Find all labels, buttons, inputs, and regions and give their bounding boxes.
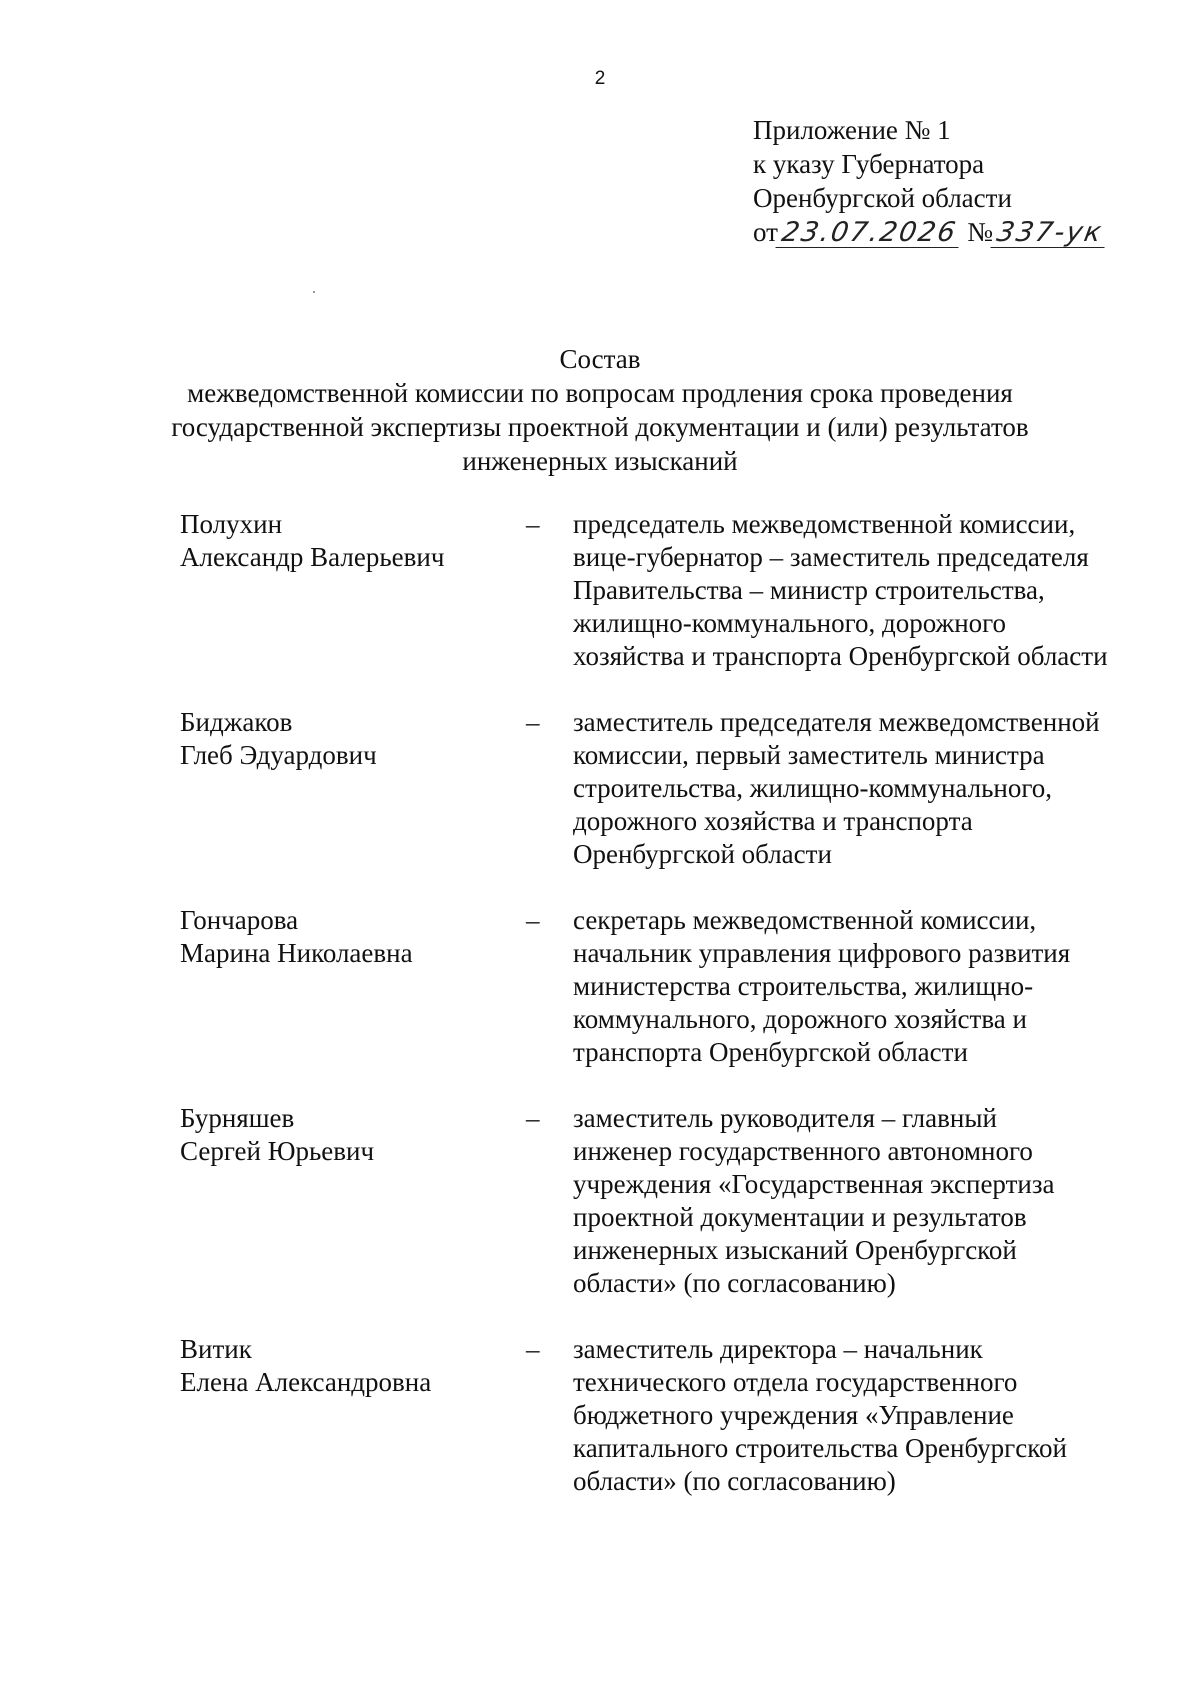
- member-role: [573, 508, 1150, 673]
- date-prefix: от: [753, 217, 778, 247]
- separator-dash: –: [526, 1103, 540, 1133]
- appendix-decree-ref: к указу Губернатора: [753, 149, 985, 179]
- separator-dash: –: [526, 707, 540, 737]
- role-line: председатель межведомственной комиссии,: [573, 509, 1076, 539]
- title-line-3: инженерных изысканий: [462, 446, 738, 476]
- role-line: инженер государственного автономного: [573, 1136, 1033, 1166]
- member-entry: [180, 1333, 1150, 1498]
- role-line: учреждения «Государственная экспертиза: [573, 1169, 1055, 1199]
- appendix-header: [753, 113, 1107, 249]
- member-role: [573, 904, 1150, 1069]
- role-line: комиссии, первый заместитель министра: [573, 740, 1045, 770]
- role-line: технического отдела государственного: [573, 1367, 1018, 1397]
- title-line-1: межведомственной комиссии по вопросам продления срока проведения: [187, 378, 1013, 408]
- member-name: [180, 904, 510, 970]
- member-role: [573, 706, 1150, 871]
- members-list: [180, 508, 1150, 1498]
- member-surname: Гончарова: [180, 905, 299, 935]
- role-line: строительства, жилищно-коммунального,: [573, 773, 1053, 803]
- member-name: [180, 1102, 510, 1168]
- separator-dash: –: [526, 1334, 540, 1364]
- member-given-names: Марина Николаевна: [180, 938, 413, 968]
- appendix-date-number-line: [753, 215, 1107, 249]
- role-line: начальник управления цифрового развития: [573, 938, 1071, 968]
- role-line: секретарь межведомственной комиссии,: [573, 905, 1037, 935]
- document-title: [100, 342, 1100, 478]
- role-line: заместитель председателя межведомственной: [573, 707, 1100, 737]
- role-line: хозяйства и транспорта Оренбургской области: [573, 641, 1108, 671]
- handwritten-number: 337-ук: [991, 219, 1110, 248]
- member-surname: Полухин: [180, 509, 283, 539]
- role-line: министерства строительства, жилищно-: [573, 971, 1034, 1001]
- number-prefix: №: [967, 217, 994, 247]
- appendix-title: Приложение № 1: [753, 115, 951, 145]
- member-given-names: Елена Александровна: [180, 1367, 432, 1397]
- role-line: коммунального, дорожного хозяйства и: [573, 1004, 1027, 1034]
- member-role: [573, 1102, 1150, 1300]
- separator-dash: –: [526, 905, 540, 935]
- role-line: капитального строительства Оренбургской: [573, 1433, 1067, 1463]
- role-line: области» (по согласованию): [573, 1268, 896, 1298]
- role-line: транспорта Оренбургской области: [573, 1037, 968, 1067]
- title-line-2: государственной экспертизы проектной документации и (или) результатов: [171, 412, 1029, 442]
- member-entry: [180, 1102, 1150, 1300]
- member-surname: Бурняшев: [180, 1103, 295, 1133]
- role-line: Оренбургской области: [573, 839, 832, 869]
- role-line: заместитель директора – начальник: [573, 1334, 983, 1364]
- role-line: инженерных изысканий Оренбургской: [573, 1235, 1017, 1265]
- separator-dash: –: [526, 509, 540, 539]
- role-line: заместитель руководителя – главный: [573, 1103, 997, 1133]
- member-surname: Витик: [180, 1334, 252, 1364]
- member-given-names: Сергей Юрьевич: [180, 1136, 375, 1166]
- member-name: [180, 508, 510, 574]
- member-given-names: Глеб Эдуардович: [180, 740, 377, 770]
- handwritten-date: 23.07.2026: [775, 219, 963, 248]
- role-line: бюджетного учреждения «Управление: [573, 1400, 1014, 1430]
- member-entry: [180, 508, 1150, 673]
- member-given-names: Александр Валерьевич: [180, 542, 445, 572]
- member-entry: [180, 706, 1150, 871]
- scan-speck: [313, 291, 315, 293]
- member-surname: Биджаков: [180, 707, 293, 737]
- role-line: проектной документации и результатов: [573, 1202, 1027, 1232]
- member-name: [180, 1333, 510, 1399]
- member-role: [573, 1333, 1150, 1498]
- role-line: Правительства – министр строительства,: [573, 575, 1045, 605]
- appendix-region: Оренбургской области: [753, 183, 1012, 213]
- role-line: вице-губернатор – заместитель председателя: [573, 542, 1089, 572]
- member-entry: [180, 904, 1150, 1069]
- role-line: дорожного хозяйства и транспорта: [573, 806, 973, 836]
- role-line: жилищно-коммунального, дорожного: [573, 608, 1007, 638]
- page-number: 2: [594, 68, 606, 89]
- role-line: области» (по согласованию): [573, 1466, 896, 1496]
- title-heading: Состав: [559, 344, 641, 374]
- member-name: [180, 706, 510, 772]
